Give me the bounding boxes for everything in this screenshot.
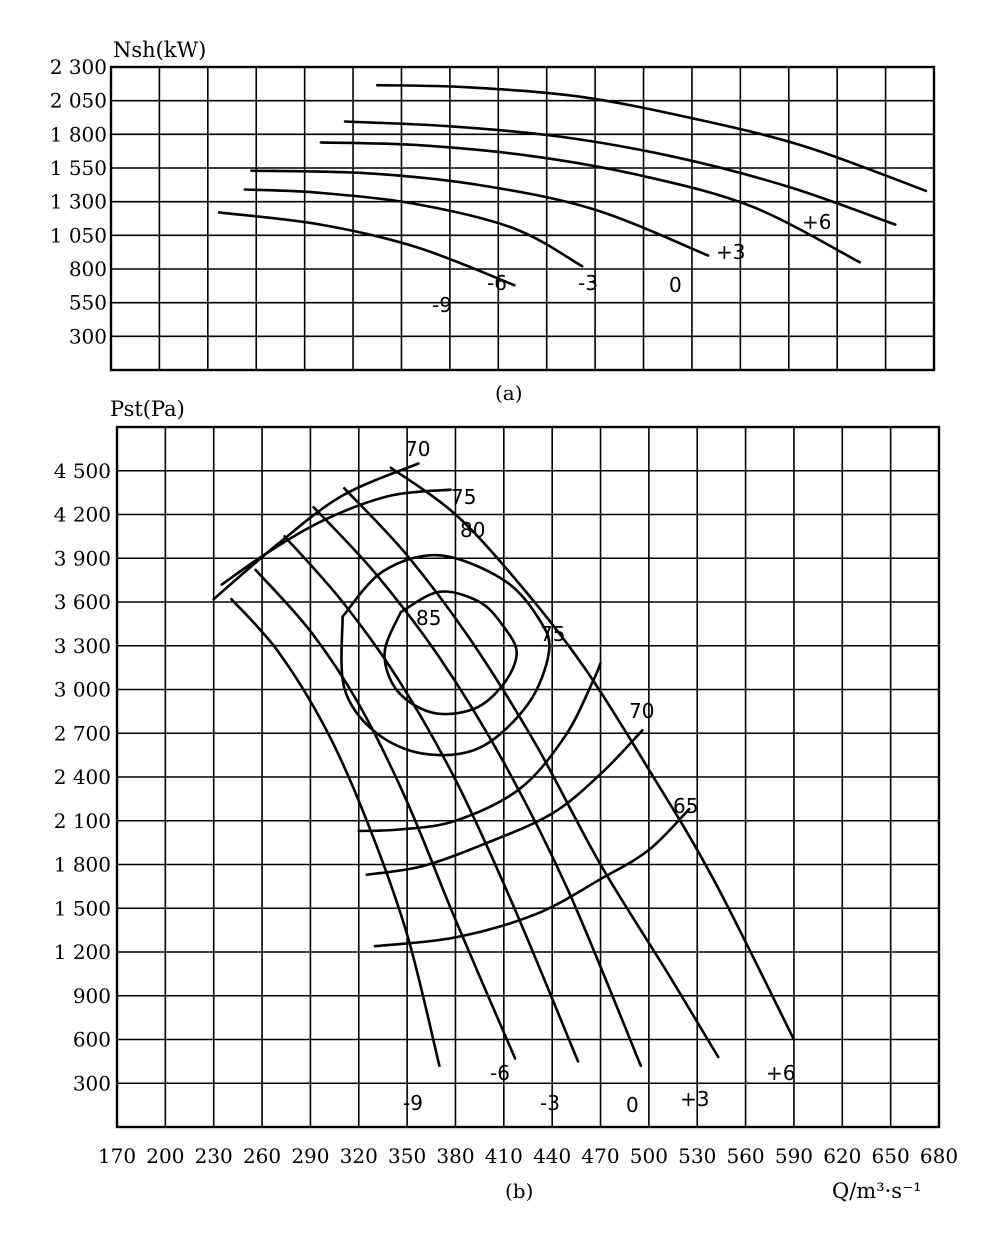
panel-a-y-tick-label: 1 300 bbox=[49, 189, 107, 214]
panel-b-x-tick-label: 650 bbox=[871, 1144, 910, 1168]
panel-b-y-tick-label: 1 800 bbox=[53, 852, 111, 877]
panel-b-y-tick-label: 3 600 bbox=[53, 590, 111, 614]
panel-b-x-tick-label: 320 bbox=[339, 1144, 378, 1168]
panel-b-y-tick-label: 3 300 bbox=[53, 633, 111, 658]
panel-b-x-tick-label: 530 bbox=[678, 1144, 717, 1168]
panel-a-label-minus3: -3 bbox=[578, 271, 598, 295]
panel-b-curve-+3 bbox=[344, 488, 718, 1057]
panel-b-x-tick-label: 350 bbox=[388, 1144, 427, 1168]
panel-b-y-tick-label: 3 900 bbox=[53, 546, 111, 571]
panel-a-y-tick-label: 800 bbox=[68, 257, 107, 281]
panel-b-y-tick-label: 2 100 bbox=[53, 808, 111, 833]
panel-b-x-tick-label: 200 bbox=[146, 1144, 185, 1168]
panel-b-label-eff-70-right: 70 bbox=[629, 699, 655, 723]
panel-b-efficiency-70-branch-1 bbox=[214, 464, 419, 600]
panel-a-curve--9 bbox=[219, 212, 514, 285]
panel-b-y-tick-label: 300 bbox=[72, 1071, 111, 1096]
panel-a-y-tick-label: 300 bbox=[68, 324, 107, 349]
panel-b-label-plus6: +6 bbox=[766, 1061, 796, 1085]
panel-b-y-tick-label: 2 700 bbox=[53, 721, 111, 746]
panel-b-grid bbox=[117, 427, 939, 1127]
panel-b-label-eff-70-top: 70 bbox=[405, 437, 431, 461]
panel-b-label-minus3: -3 bbox=[540, 1091, 560, 1115]
panel-b-x-tick-label: 560 bbox=[726, 1144, 765, 1168]
panel-a-y-tick-label: 1 800 bbox=[49, 122, 107, 147]
panel-b-efficiency-65 bbox=[375, 809, 689, 946]
panel-a-y-tick-label: 1 550 bbox=[49, 156, 107, 180]
panel-b-x-tick-label: 500 bbox=[629, 1144, 668, 1168]
panel-b-label-eff-65: 65 bbox=[673, 794, 699, 818]
panel-b-x-tick-label: 470 bbox=[581, 1144, 620, 1168]
panel-b-label-minus9: -9 bbox=[403, 1091, 423, 1115]
panel-b-x-tick-label: 260 bbox=[242, 1144, 282, 1168]
panel-b-x-axis-title: Q/m³·s⁻¹ bbox=[832, 1179, 922, 1203]
panel-a-label-plus3: +3 bbox=[716, 240, 746, 264]
panel-a-y-tick-label: 550 bbox=[68, 290, 107, 315]
panel-b-label-eff-80: 80 bbox=[460, 518, 486, 542]
panel-b-x-tick-label: 170 bbox=[97, 1144, 137, 1168]
panel-b-y-tick-labels bbox=[54, 459, 111, 1096]
panel-a-label-minus9: -9 bbox=[432, 293, 452, 317]
panel-b-y-axis-title: Pst(Pa) bbox=[110, 397, 185, 421]
panel-b-y-tick-label: 4 200 bbox=[53, 502, 111, 527]
panel-b-label-eff-75-top: 75 bbox=[451, 485, 477, 509]
panel-a-label-plus6: +6 bbox=[802, 210, 832, 234]
panel-b-label-0: 0 bbox=[626, 1093, 639, 1117]
panel-a-curve--3 bbox=[251, 171, 708, 256]
panel-b-x-tick-labels bbox=[98, 1144, 958, 1168]
panel-a-y-tick-label: 1 050 bbox=[49, 223, 107, 248]
panel-b-y-tick-label: 1 500 bbox=[53, 896, 111, 921]
panel-b-label-eff-75-right: 75 bbox=[540, 622, 566, 646]
panel-b-label-plus3: +3 bbox=[680, 1087, 710, 1111]
panel-a-curve-labels bbox=[432, 210, 831, 317]
panel-a-label-0: 0 bbox=[669, 273, 682, 297]
panel-b-x-tick-label: 290 bbox=[291, 1144, 330, 1168]
panel-b-x-tick-label: 410 bbox=[484, 1144, 523, 1168]
panel-b-y-tick-label: 900 bbox=[72, 983, 111, 1008]
panel-a-curves bbox=[219, 85, 926, 285]
panel-b-x-tick-label: 440 bbox=[533, 1144, 572, 1168]
panel-a-y-tick-labels bbox=[50, 55, 107, 348]
panel-a-y-tick-label: 2 050 bbox=[49, 88, 107, 113]
panel-b-efficiency-80 bbox=[341, 555, 549, 755]
panel-b-x-tick-label: 680 bbox=[919, 1144, 959, 1168]
panel-b-y-tick-label: 1 200 bbox=[53, 940, 111, 964]
panel-b-x-tick-label: 620 bbox=[823, 1144, 862, 1168]
panel-a-label-minus6: -6 bbox=[487, 271, 507, 295]
panel-a-y-axis-title: Nsh(kW) bbox=[113, 38, 207, 62]
panel-b-y-tick-label: 4 500 bbox=[53, 458, 111, 483]
panel-a-power-chart bbox=[50, 38, 934, 405]
panel-b-label-minus6: -6 bbox=[490, 1061, 510, 1085]
panel-b-y-tick-label: 600 bbox=[72, 1027, 111, 1052]
panel-b-y-tick-label: 2 400 bbox=[53, 765, 111, 789]
panel-b-caption: (b) bbox=[505, 1179, 534, 1203]
panel-b-x-tick-label: 590 bbox=[774, 1144, 814, 1168]
panel-a-y-tick-label: 2 300 bbox=[49, 55, 107, 79]
panel-b-label-eff-85: 85 bbox=[416, 606, 442, 630]
panel-a-caption: (a) bbox=[495, 381, 523, 405]
panel-b-curve-+6 bbox=[391, 468, 794, 1040]
panel-b-pressure-chart bbox=[54, 397, 958, 1203]
panel-b-x-tick-label: 380 bbox=[436, 1144, 475, 1168]
panel-b-x-tick-label: 230 bbox=[194, 1144, 233, 1168]
panel-b-y-tick-label: 3 000 bbox=[53, 677, 111, 702]
